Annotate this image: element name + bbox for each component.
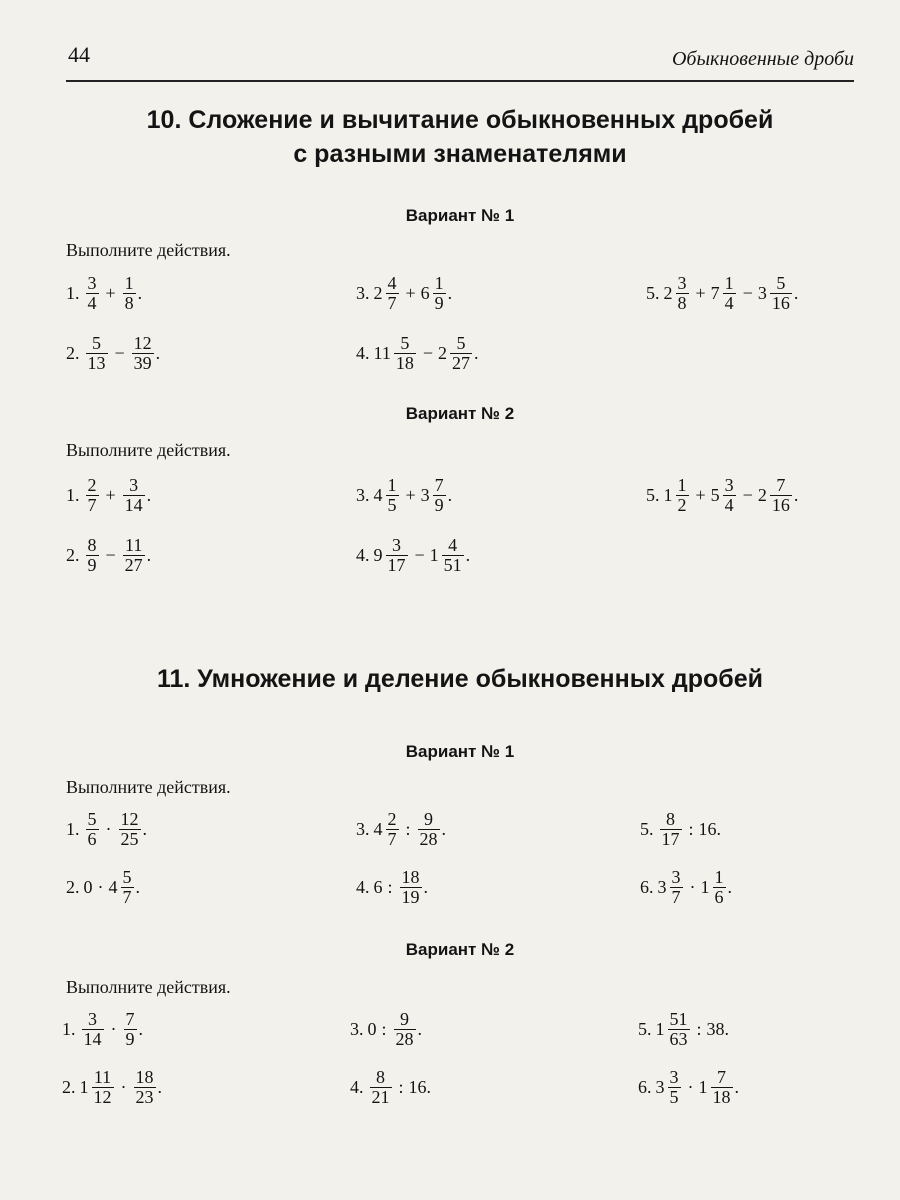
- numerator: 1: [714, 866, 724, 887]
- problem: [640, 862, 732, 912]
- whole-part: 7: [710, 282, 720, 303]
- period: .: [447, 282, 453, 303]
- denominator: 28: [395, 1028, 414, 1049]
- operator: −: [422, 342, 433, 363]
- numerator: 51: [669, 1008, 688, 1029]
- problem: [638, 1062, 739, 1112]
- period: .: [727, 876, 732, 897]
- s11-v1-instruction: Выполните действия.: [66, 777, 231, 797]
- denominator: 14: [124, 494, 143, 515]
- problem-number: 5.: [646, 484, 660, 505]
- fraction: [134, 1068, 156, 1107]
- numerator: 3: [392, 534, 401, 555]
- operator: ·: [110, 1018, 117, 1039]
- period: .: [155, 342, 161, 363]
- fraction: [386, 536, 408, 575]
- numerator: 3: [87, 272, 97, 293]
- operator: −: [742, 484, 753, 505]
- operator: ·: [689, 876, 696, 897]
- operator: +: [105, 282, 116, 303]
- integer: 16: [698, 818, 717, 839]
- denominator: 27: [452, 352, 470, 373]
- fraction: [86, 810, 99, 849]
- fraction: [723, 476, 736, 515]
- fraction: [668, 1068, 681, 1107]
- problem: [66, 804, 147, 854]
- numerator: 9: [400, 1008, 410, 1029]
- period: .: [423, 876, 429, 897]
- denominator: 25: [120, 828, 139, 849]
- numerator: 1: [124, 272, 134, 293]
- denominator: 5: [387, 494, 397, 515]
- denominator: 9: [434, 494, 444, 515]
- numerator: 5: [400, 332, 410, 353]
- fraction: [394, 334, 416, 373]
- fraction: [676, 476, 689, 515]
- fraction: [770, 476, 792, 515]
- problem: [356, 530, 470, 580]
- numerator: 8: [376, 1066, 385, 1087]
- denominator: 9: [87, 554, 97, 575]
- fraction: [394, 1010, 416, 1049]
- numerator: 3: [129, 474, 139, 495]
- numerator: 8: [666, 808, 675, 829]
- whole-part: 4: [373, 818, 383, 839]
- denominator: 16: [771, 292, 790, 313]
- whole-part: 2: [373, 282, 383, 303]
- denominator: 6: [87, 828, 97, 849]
- section-10-title-line1: 10. Сложение и вычитание обыкновенных дробей: [146, 106, 774, 134]
- problem: [356, 470, 452, 520]
- fraction: [386, 274, 399, 313]
- whole-part: 1: [698, 1076, 708, 1097]
- numerator: 1: [434, 272, 444, 293]
- whole-part: 9: [373, 544, 383, 565]
- problem-number: 6.: [640, 876, 654, 897]
- numerator: 7: [776, 474, 786, 495]
- fraction: [86, 536, 99, 575]
- fraction: [770, 274, 792, 313]
- denominator: 13: [87, 352, 106, 373]
- denominator: 6: [714, 886, 724, 907]
- period: .: [146, 484, 152, 505]
- section-11-title: [60, 662, 860, 696]
- problem: [66, 862, 140, 912]
- fraction: [418, 810, 440, 849]
- operator: :: [696, 1018, 702, 1039]
- operator: +: [405, 282, 416, 303]
- s10-variant-2-title: Вариант № 2: [405, 404, 515, 423]
- problem: [638, 1004, 729, 1054]
- numerator: 2: [87, 474, 97, 495]
- denominator: 8: [677, 292, 687, 313]
- problem-number: 3.: [350, 1018, 364, 1039]
- integer: 0: [83, 876, 93, 897]
- denominator: 27: [124, 554, 143, 575]
- denominator: 7: [671, 886, 681, 907]
- integer: 38: [706, 1018, 725, 1039]
- problem-number: 1.: [66, 282, 80, 303]
- fraction: [370, 1068, 392, 1107]
- numerator: 5: [456, 332, 466, 353]
- fraction: [668, 1010, 690, 1049]
- denominator: 63: [669, 1028, 688, 1049]
- s10-v1-instruction: Выполните действия.: [66, 240, 231, 260]
- problem-number: 1.: [66, 818, 80, 839]
- problem-number: 3.: [356, 818, 370, 839]
- operator: ·: [97, 876, 104, 897]
- period: .: [474, 342, 479, 363]
- problem-number: 3.: [356, 282, 370, 303]
- section-11-title-line1: 11. Умножение и деление обыкновенных дробей: [156, 665, 764, 693]
- fraction: [92, 1068, 114, 1107]
- period: .: [138, 1018, 143, 1039]
- operator: ·: [687, 1076, 694, 1097]
- numerator: 1: [724, 272, 734, 293]
- problem: [350, 1004, 422, 1054]
- period: .: [417, 1018, 423, 1039]
- problem-number: 2.: [66, 342, 80, 363]
- numerator: 18: [135, 1066, 154, 1087]
- period: .: [465, 544, 471, 565]
- problem-number: 4.: [356, 876, 370, 897]
- denominator: 7: [387, 828, 397, 849]
- whole-part: 3: [655, 1076, 665, 1097]
- denominator: 39: [133, 352, 152, 373]
- section-10-title: [60, 103, 860, 171]
- denominator: 7: [387, 292, 397, 313]
- problem-number: 2.: [62, 1076, 76, 1097]
- problem-number: 2.: [66, 876, 80, 897]
- whole-part: 4: [373, 484, 383, 505]
- whole-part: 5: [710, 484, 720, 505]
- whole-part: 2: [663, 282, 673, 303]
- fraction: [121, 868, 134, 907]
- denominator: 7: [122, 886, 132, 907]
- problem-number: 1.: [62, 1018, 76, 1039]
- problem-number: 2.: [66, 544, 80, 565]
- denominator: 4: [724, 494, 734, 515]
- numerator: 11: [124, 534, 143, 555]
- whole-part: 1: [700, 876, 710, 897]
- operator: :: [398, 1076, 404, 1097]
- fraction: [386, 476, 399, 515]
- denominator: 4: [724, 292, 734, 313]
- problem: [62, 1062, 162, 1112]
- period: .: [724, 1018, 730, 1039]
- fraction: [676, 274, 689, 313]
- s11-variant-1-title: Вариант № 1: [405, 742, 515, 761]
- numerator: 5: [776, 272, 786, 293]
- integer: 6: [373, 876, 383, 897]
- fraction: [123, 274, 136, 313]
- numerator: 7: [125, 1008, 135, 1029]
- problem: [62, 1004, 143, 1054]
- numerator: 3: [669, 1066, 679, 1087]
- operator: :: [387, 876, 393, 897]
- denominator: 18: [395, 352, 414, 373]
- denominator: 2: [677, 494, 687, 515]
- fraction: [124, 1010, 137, 1049]
- numerator: 18: [401, 866, 420, 887]
- period: .: [447, 484, 453, 505]
- period: .: [793, 484, 799, 505]
- denominator: 17: [387, 554, 406, 575]
- period: .: [734, 1076, 739, 1097]
- s10-variant-1-title: Вариант № 1: [405, 206, 515, 225]
- denominator: 21: [371, 1086, 390, 1107]
- denominator: 12: [93, 1086, 112, 1107]
- denominator: 9: [434, 292, 444, 313]
- problem-number: 3.: [356, 484, 370, 505]
- denominator: 16: [771, 494, 790, 515]
- fraction: [723, 274, 736, 313]
- operator: −: [105, 544, 116, 565]
- operator: :: [381, 1018, 387, 1039]
- problem: [66, 470, 151, 520]
- period: .: [441, 818, 447, 839]
- fraction: [400, 868, 422, 907]
- problem: [646, 470, 798, 520]
- operator: ·: [105, 818, 112, 839]
- numerator: 5: [122, 866, 132, 887]
- integer: 16: [408, 1076, 427, 1097]
- period: .: [142, 818, 147, 839]
- problem: [356, 268, 452, 318]
- whole-part: 1: [429, 544, 439, 565]
- operator: −: [114, 342, 125, 363]
- whole-part: 6: [420, 282, 430, 303]
- fraction: [82, 1010, 104, 1049]
- period: .: [426, 1076, 432, 1097]
- whole-part: 1: [79, 1076, 89, 1097]
- numerator: 3: [677, 272, 687, 293]
- s11-v2-instruction: Выполните действия.: [66, 977, 231, 997]
- numerator: 3: [88, 1008, 97, 1029]
- operator: +: [405, 484, 416, 505]
- fraction: [86, 334, 108, 373]
- problem-number: 4.: [356, 544, 370, 565]
- problem: [356, 328, 479, 378]
- fraction: [711, 1068, 733, 1107]
- problem-number: 5.: [646, 282, 660, 303]
- denominator: 18: [712, 1086, 731, 1107]
- denominator: 8: [124, 292, 134, 313]
- running-title: Обыкновенные дроби: [671, 48, 854, 70]
- fraction: [450, 334, 472, 373]
- numerator: 7: [717, 1066, 726, 1087]
- fraction: [119, 810, 141, 849]
- numerator: 9: [424, 808, 434, 829]
- operator: −: [414, 544, 425, 565]
- numerator: 5: [92, 332, 101, 353]
- whole-part: 3: [657, 876, 667, 897]
- numerator: 3: [724, 474, 734, 495]
- operator: +: [695, 484, 706, 505]
- denominator: 5: [669, 1086, 679, 1107]
- denominator: 23: [135, 1086, 154, 1107]
- fraction: [132, 334, 154, 373]
- numerator: 12: [120, 808, 139, 829]
- numerator: 7: [434, 474, 444, 495]
- operator: +: [695, 282, 706, 303]
- numerator: 4: [448, 534, 458, 555]
- whole-part: 11: [373, 342, 391, 363]
- problem-number: 6.: [638, 1076, 652, 1097]
- period: .: [137, 282, 143, 303]
- denominator: 28: [419, 828, 438, 849]
- problem-number: 4.: [350, 1076, 364, 1097]
- fraction: [660, 810, 682, 849]
- page-number: 44: [68, 42, 90, 67]
- fraction: [433, 476, 446, 515]
- section-10-title-line2: с разными знаменателями: [293, 140, 627, 168]
- fraction: [386, 810, 399, 849]
- period: .: [793, 282, 799, 303]
- numerator: 12: [133, 332, 152, 353]
- numerator: 8: [87, 534, 97, 555]
- operator: +: [105, 484, 116, 505]
- denominator: 4: [87, 292, 97, 313]
- whole-part: 1: [655, 1018, 665, 1039]
- denominator: 14: [83, 1028, 102, 1049]
- s10-v2-instruction: Выполните действия.: [66, 440, 231, 460]
- fraction: [86, 274, 99, 313]
- problem: [66, 268, 142, 318]
- numerator: 1: [387, 474, 397, 495]
- problem: [356, 862, 428, 912]
- problem: [640, 804, 721, 854]
- fraction: [433, 274, 446, 313]
- numerator: 1: [677, 474, 687, 495]
- problem-number: 5.: [638, 1018, 652, 1039]
- fraction: [442, 536, 464, 575]
- fraction: [86, 476, 99, 515]
- denominator: 7: [87, 494, 97, 515]
- integer: 0: [367, 1018, 377, 1039]
- denominator: 51: [443, 554, 462, 575]
- whole-part: 4: [108, 876, 118, 897]
- problem-number: 1.: [66, 484, 80, 505]
- problem-number: 5.: [640, 818, 654, 839]
- fraction: [123, 476, 145, 515]
- denominator: 19: [401, 886, 420, 907]
- header-rule: [66, 80, 854, 82]
- period: .: [157, 1076, 162, 1097]
- period: .: [146, 544, 152, 565]
- operator: :: [688, 818, 694, 839]
- problem: [356, 804, 446, 854]
- whole-part: 2: [757, 484, 767, 505]
- whole-part: 1: [663, 484, 673, 505]
- problem: [66, 530, 151, 580]
- numerator: 11: [93, 1066, 112, 1087]
- operator: :: [405, 818, 411, 839]
- problem: [350, 1062, 431, 1112]
- whole-part: 3: [420, 484, 430, 505]
- problem: [66, 328, 160, 378]
- denominator: 9: [125, 1028, 135, 1049]
- whole-part: 2: [438, 342, 447, 363]
- operator: ·: [120, 1076, 127, 1097]
- problem: [646, 268, 798, 318]
- denominator: 17: [661, 828, 680, 849]
- period: .: [716, 818, 722, 839]
- fraction: [713, 868, 726, 907]
- numerator: 2: [387, 808, 397, 829]
- numerator: 5: [87, 808, 97, 829]
- numerator: 4: [387, 272, 397, 293]
- operator: −: [742, 282, 753, 303]
- problem-number: 4.: [356, 342, 370, 363]
- s11-variant-2-title: Вариант № 2: [405, 940, 515, 959]
- fraction: [670, 868, 683, 907]
- fraction: [123, 536, 145, 575]
- whole-part: 3: [757, 282, 767, 303]
- numerator: 3: [671, 866, 681, 887]
- period: .: [135, 876, 140, 897]
